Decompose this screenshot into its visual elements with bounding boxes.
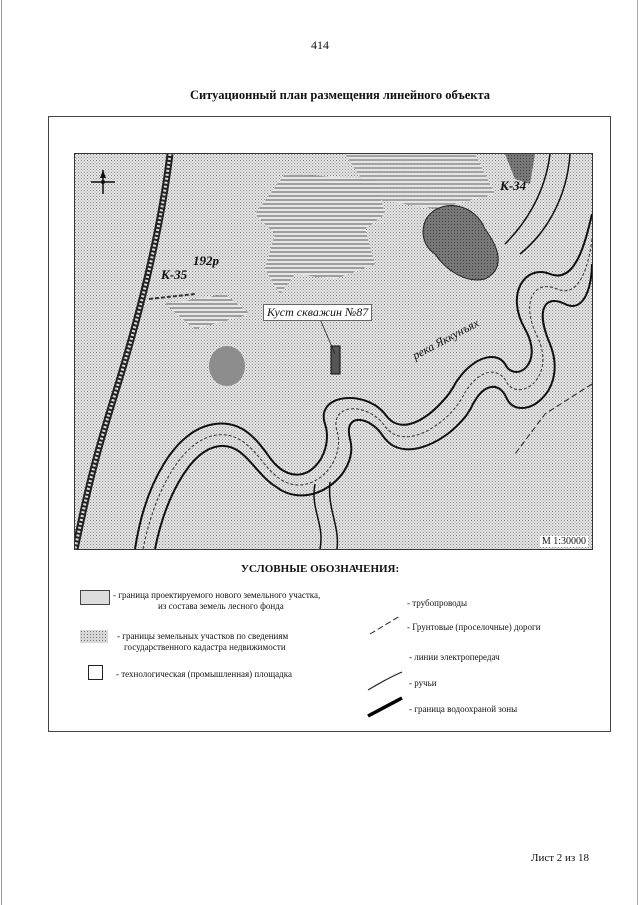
map-graphic <box>75 154 592 549</box>
legend-streams: - ручьи <box>409 678 437 688</box>
stream-swatch <box>366 670 404 692</box>
legend-new-plot-line2: из состава земель лесного фонда <box>158 601 284 611</box>
tech-site-swatch <box>88 665 103 680</box>
legend-dirt-roads: - Грунтовые (проселочные) дороги <box>407 622 541 632</box>
page-number: 414 <box>311 38 329 52</box>
dirt-road-swatch <box>368 614 402 636</box>
label-k35: К-35 <box>161 267 188 282</box>
legend-new-plot: - граница проектируемого нового земельного участка, <box>113 590 321 600</box>
legend-cadastre: - границы земельных участков по сведениям <box>117 631 289 641</box>
scan-edge-left <box>1 0 2 905</box>
legend-power-lines: - линии электропередач <box>409 652 500 662</box>
label-192p: 192р <box>193 253 219 268</box>
label-well-cluster: Куст скважин №87 <box>263 304 372 321</box>
legend-title: УСЛОВНЫЕ ОБОЗНАЧЕНИЯ: <box>240 563 400 575</box>
label-river: река Яккунъях <box>410 315 482 363</box>
new-plot-swatch <box>80 590 110 605</box>
water-zone-swatch <box>366 696 404 718</box>
scan-edge-right <box>637 0 638 905</box>
sheet-number: Лист 2 из 18 <box>531 852 590 864</box>
cadastre-swatch <box>80 630 108 643</box>
legend-pipelines: - трубопроводы <box>407 598 468 608</box>
situation-map <box>74 153 593 550</box>
legend-cadastre-line2: государственного кадастра недвижимости <box>124 642 286 652</box>
label-k34: К-34 <box>500 178 527 193</box>
legend-water-zone: - граница водоохраной зоны <box>409 704 518 714</box>
page-title: Ситуационный план размещения линейного объекта <box>189 88 491 102</box>
map-scale: М 1:30000 <box>541 536 586 547</box>
legend-tech-site: - технологическая (промышленная) площадка <box>116 669 292 679</box>
